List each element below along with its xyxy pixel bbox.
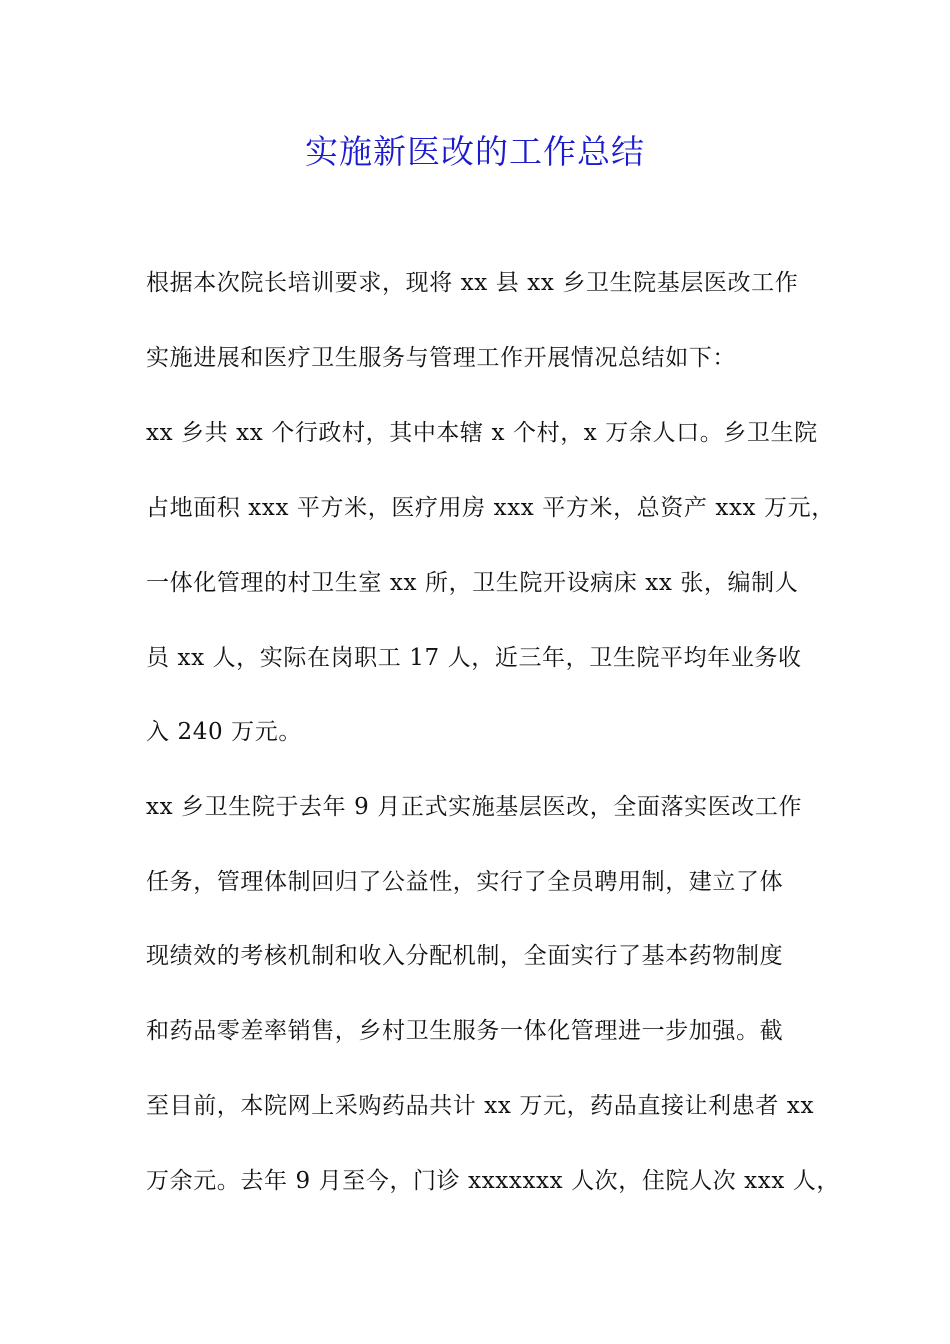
body-line: 万余元。去年 9 月至今，门诊 xxxxxxx 人次，住院人次 xxx 人，: [146, 1168, 841, 1194]
document-title: 实施新医改的工作总结: [305, 132, 645, 171]
body-line: 占地面积 xxx 平方米，医疗用房 xxx 平方米，总资产 xxx 万元，: [146, 495, 835, 521]
body-line: 根据本次院长培训要求，现将 xx 县 xx 乡卫生院基层医改工作: [146, 270, 799, 296]
body-line: 任务，管理体制回归了公益性，实行了全员聘用制，建立了体: [146, 869, 784, 895]
body-line: 员 xx 人，实际在岗职工 17 人，近三年，卫生院平均年业务收: [146, 645, 802, 671]
body-line: 现绩效的考核机制和收入分配机制，全面实行了基本药物制度: [146, 943, 784, 969]
body-line: 一体化管理的村卫生室 xx 所，卫生院开设病床 xx 张，编制人: [146, 570, 799, 596]
body-line: 入 240 万元。: [146, 719, 302, 745]
body-line: 实施进展和医疗卫生服务与管理工作开展情况总结如下：: [146, 345, 736, 371]
body-line: 至目前，本院网上采购药品共计 xx 万元，药品直接让利患者 xx: [146, 1093, 815, 1119]
body-line: 和药品零差率销售，乡村卫生服务一体化管理进一步加强。截: [146, 1018, 784, 1044]
body-line: xx 乡共 xx 个行政村，其中本辖 x 个村，x 万余人口。乡卫生院: [146, 420, 818, 446]
body-line: xx 乡卫生院于去年 9 月正式实施基层医改，全面落实医改工作: [146, 794, 803, 820]
